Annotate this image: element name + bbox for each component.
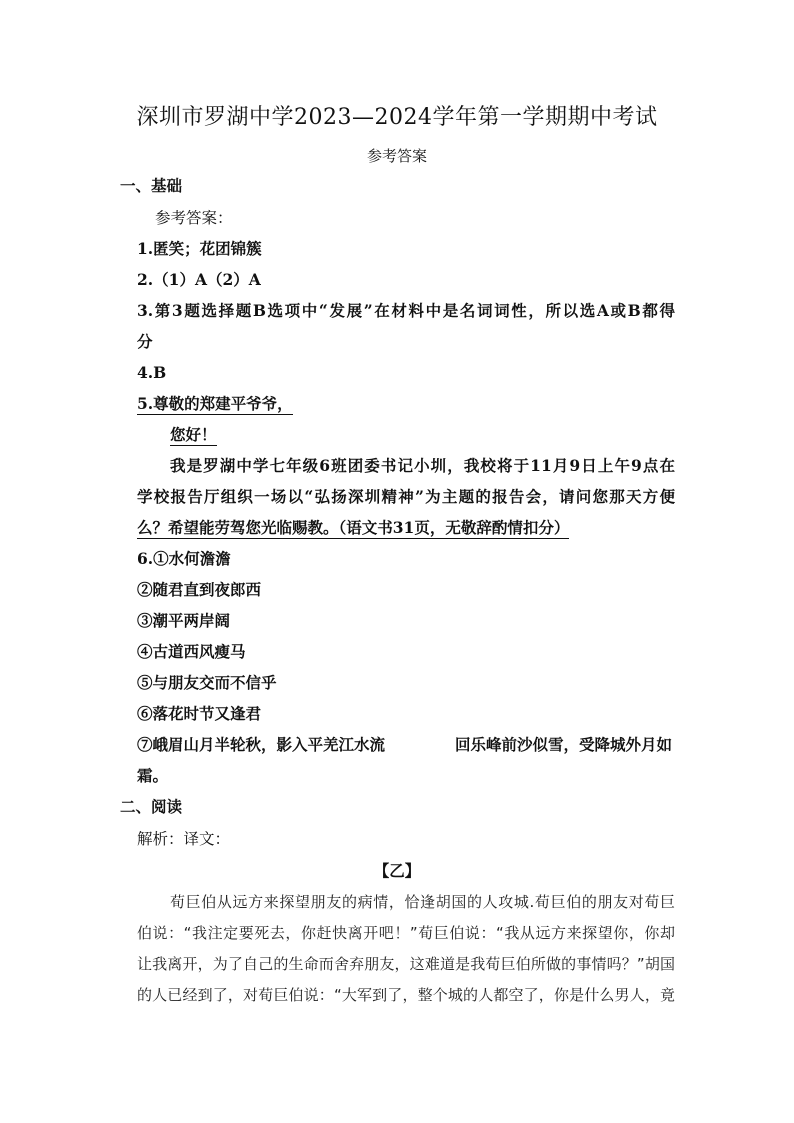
poem-line-part1: ⑦峨眉山月半轮秋，影入平羌江水流 [137,735,386,754]
letter-body-text: 我是罗湖中学七年级6班团委书记小圳，我校将于11月9日上午9点在 [170,456,675,475]
passage-subheading: 【乙】 [373,861,421,880]
letter-body-text: 学校报告厅组织一场以“弘扬深圳精神”为主题的报告会，请问您那天方便 [137,487,675,506]
answer-q6-item: ②随君直到夜郎西 [137,580,262,599]
translation-line: 伯说：“我注定要死去，你赶快离开吧！”荀巨伯说：“我从远方来探望你，你却 [137,924,675,942]
translation-line: 荀巨伯从远方来探望朋友的病情，恰逢胡国的人攻城.荀巨伯的朋友对荀巨 [170,893,675,911]
answer-q6-item: ⑥落花时节又逢君 [137,704,262,723]
salutation-text: 5.尊敬的郑建平爷爷， [137,394,293,413]
answer-q3-line2: 分 [137,332,153,351]
answer-q3-line1: 3.第3题选择题B选项中“发展”在材料中是名词词性，所以选A或B都得 [137,301,675,320]
section-heading-reading: 二、阅读 [120,797,183,816]
answer-q6-item: ⑤与朋友交而不信乎 [137,673,277,692]
translation-line: 让我离开，为了自己的生命而舍弃朋友，这难道是我荀巨伯所做的事情吗？”胡国 [137,955,675,973]
greeting-text: 您好！ [170,425,217,444]
answer-q1: 1.匿笑；花团锦簇 [137,239,262,258]
answer-intro: 参考答案： [155,209,233,227]
answer-q2: 2.（1）A（2）A [137,270,261,289]
answer-q5-body-line2 [137,487,675,507]
translation-line: 的人已经到了，对荀巨伯说：“大军到了，整个城的人都空了，你是什么男人，竟 [137,986,675,1004]
answer-q5-body-line1 [170,456,675,476]
answer-q6-item7-line2: 霜。 [137,766,169,785]
answer-q6-item7-line1 [137,735,672,755]
section-heading-basics: 一、基础 [120,176,183,195]
letter-body-text: 么？希望能劳驾您光临赐教。（语文书31页，无敬辞酌情扣分） [137,518,570,537]
page-subtitle: 参考答案 [366,147,427,165]
analysis-label: 解析：译文： [137,830,231,848]
answer-q5-salutation [137,394,293,414]
page-title: 深圳市罗湖中学2023—2024学年第一学期期中考试 [136,105,658,130]
answer-q6-item: 6.①水何澹澹 [137,549,231,568]
answer-q5-body-line3 [137,518,569,538]
answer-q5-greeting [170,425,217,445]
answer-q6-item: ④古道西风瘦马 [137,642,246,661]
poem-line-part2: 回乐峰前沙似雪，受降城外月如 [455,735,673,754]
answer-q4: 4.B [137,363,167,382]
answer-q6-item: ③潮平两岸阔 [137,611,231,630]
